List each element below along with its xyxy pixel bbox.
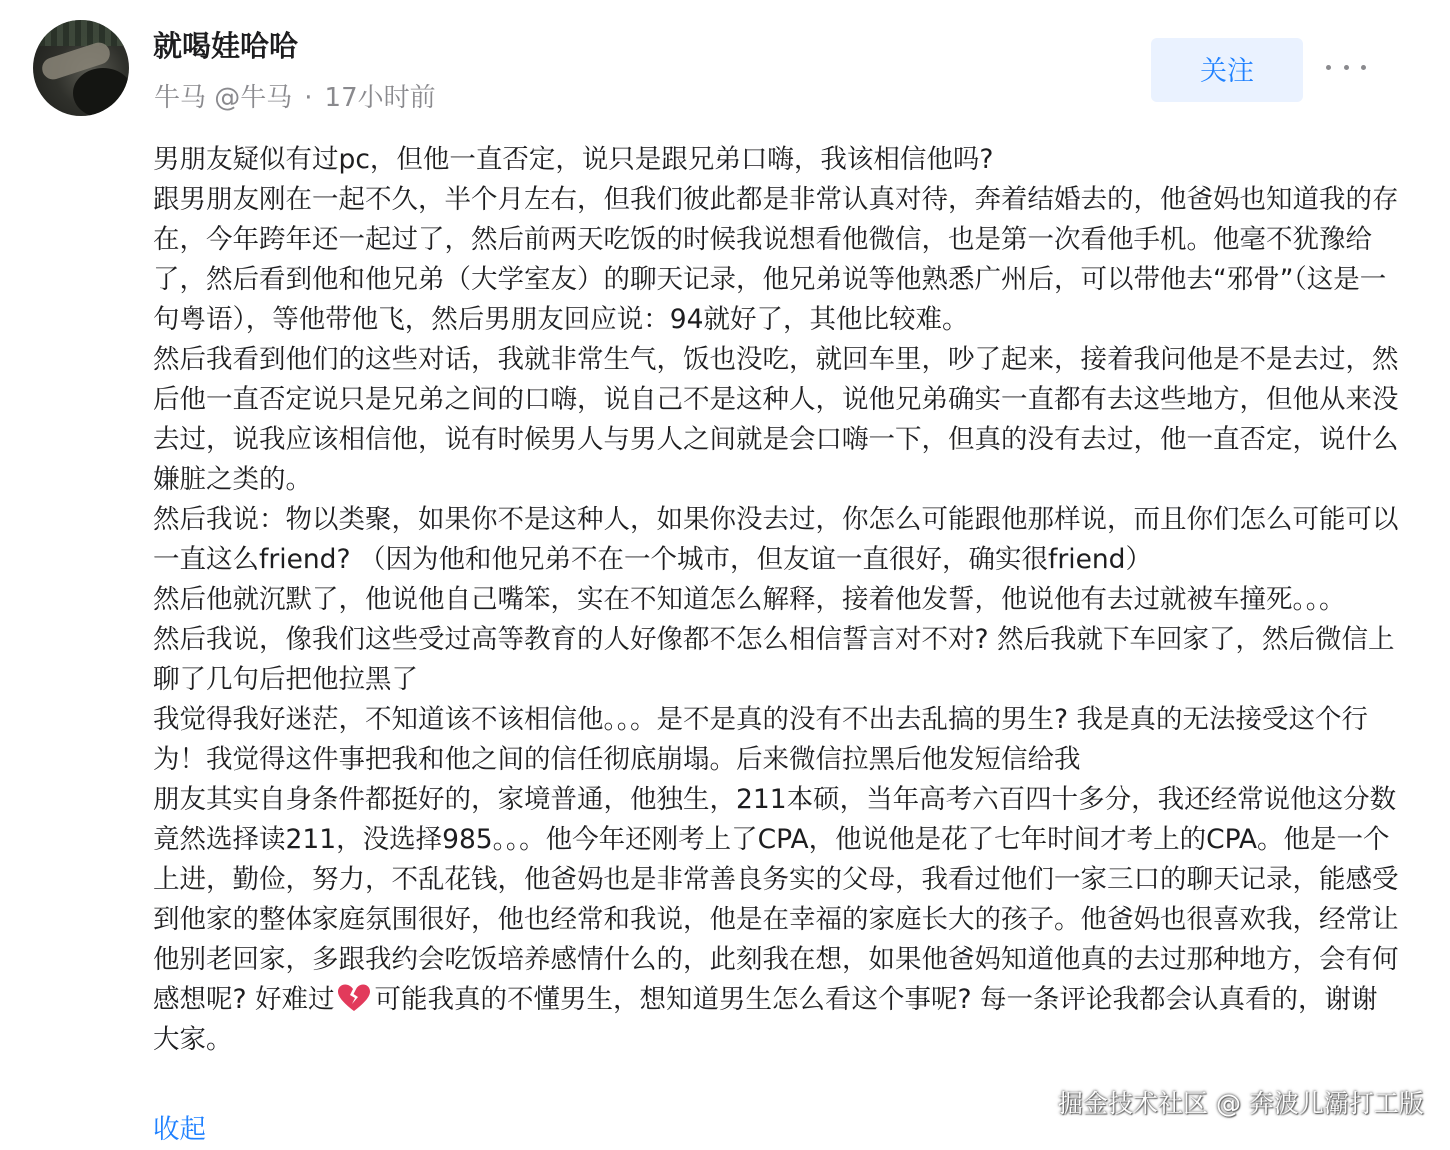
post-time: 17小时前	[324, 83, 436, 113]
more-dot	[1326, 65, 1331, 70]
post-meta	[154, 78, 436, 118]
post-title-line: 男朋友疑似有过pc，但他一直否定，说只是跟兄弟口嗨，我该相信他吗?	[153, 144, 994, 175]
more-horizontal-icon[interactable]	[1326, 50, 1366, 84]
avatar-image-detail	[73, 68, 129, 116]
post-paragraph-last	[153, 780, 1403, 1060]
author-subtitle[interactable]: 牛马 @牛马	[154, 83, 293, 113]
post-paragraph: 然后我说，像我们这些受过高等教育的人好像都不怎么相信誓言对不对? 然后我就下车回家了，然后微信上聊了几句后把他拉黑了	[153, 624, 1395, 695]
author-avatar[interactable]	[33, 20, 129, 116]
broken-heart-icon	[337, 983, 371, 1013]
collapse-link[interactable]: 收起	[153, 1114, 206, 1145]
avatar-image-detail	[33, 20, 129, 46]
post-paragraph: 然后我看到他们的这些对话，我就非常生气，饭也没吃，就回车里，吵了起来，接着我问他是不是去过，然后他一直否定说只是兄弟之间的口嗨，说自己不是这种人，说他兄弟确实一直都有去这些地方，但他从来没去过，说我应该相信他，说有时候男人与男人之间就是会口嗨一下，但真的没有去过，他一直否定，说什么嫌脏之类的。	[153, 344, 1399, 495]
post-paragraph-tail: 可能我真的不懂男生，想知道男生怎么看这个事呢? 每一条评论我都会认真看的，谢谢大家。	[153, 984, 1378, 1055]
author-name[interactable]: 就喝娃哈哈	[153, 29, 299, 63]
post-paragraph: 然后我说：物以类聚，如果你不是这种人，如果你没去过，你怎么可能跟他那样说，而且你们怎么可能可以一直这么friend? （因为他和他兄弟不在一个城市，但友谊一直很好，确实很friend）	[153, 504, 1399, 575]
more-dot	[1344, 65, 1349, 70]
post-paragraph: 跟男朋友刚在一起不久，半个月左右，但我们彼此都是非常认真对待，奔着结婚去的，他爸妈也知道我的存在，今年跨年还一起过了，然后前两天吃饭的时候我说想看他微信，也是第一次看他手机。他毫不犹豫给了，然后看到他和他兄弟（大学室友）的聊天记录，他兄弟说等他熟悉广州后，可以带他去“邪骨”（这是一句粤语），等他带他飞，然后男朋友回应说：94就好了，其他比较难。	[153, 184, 1399, 335]
watermark: 掘金技术社区 @ 奔波儿灞打工版	[1058, 1089, 1424, 1118]
post-content	[153, 140, 1403, 1060]
more-dot	[1361, 65, 1366, 70]
post-paragraph-text: 朋友其实自身条件都挺好的，家境普通，他独生，211本硕，当年高考六百四十多分，我还经常说他这分数竟然选择读211，没选择985。。。他今年还刚考上了CPA，他说他是花了七年时间才考上的CPA。他是一个上进，勤俭，努力，不乱花钱，他爸妈也是非常善良务实的父母，我看过他们一家三口的聊天记录，能感受到他家的整体家庭氛围很好，他也经常和我说，他是在幸福的家庭长大的孩子。他爸妈也很喜欢我，经常让他别老回家，多跟我约会吃饭培养感情什么的，此刻我在想，如果他爸妈知道他真的去过那种地方，会有何感想呢? 好难过	[153, 784, 1399, 1015]
post-paragraph: 我觉得我好迷茫，不知道该不该相信他。。。是不是真的没有不出去乱搞的男生? 我是真的无法接受这个行为！我觉得这件事把我和他之间的信任彻底崩塌。后来微信拉黑后他发短信给我	[153, 704, 1368, 775]
follow-button[interactable]: 关注	[1151, 38, 1303, 102]
meta-separator: ·	[304, 83, 313, 113]
post-paragraph: 然后他就沉默了，他说他自己嘴笨，实在不知道怎么解释，接着他发誓，他说他有去过就被车撞死。。。	[153, 584, 1346, 615]
